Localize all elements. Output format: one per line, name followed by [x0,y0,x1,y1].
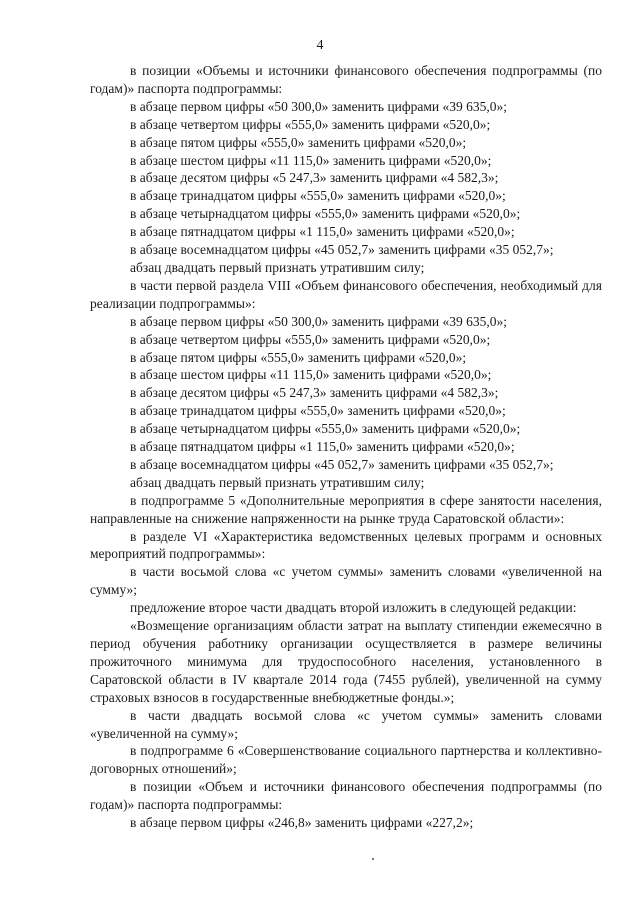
document-body [90,62,602,832]
paragraph: в абзаце восемнадцатом цифры «45 052,7» заменить цифрами «35 052,7»; [130,242,554,258]
paragraph: в позиции «Объемы и источники финансового обеспечения подпрограммы (по годам)» паспорта подпрограммы: [90,63,602,96]
paragraph: в абзаце пятнадцатом цифры «1 115,0» заменить цифрами «520,0»; [130,224,515,240]
paragraph: в абзаце восемнадцатом цифры «45 052,7» заменить цифрами «35 052,7»; [130,456,554,472]
paragraph: абзац двадцать первый признать утратившим силу; [130,474,425,490]
paragraph: в части первой раздела VIII «Объем финансового обеспечения, необходимый для реализации подпрограммы»: [90,277,602,311]
paragraph: в абзаце четырнадцатом цифры «555,0» заменить цифрами «520,0»; [130,206,521,222]
paragraph: абзац двадцать первый признать утратившим силу; [130,259,425,275]
paragraph: в абзаце четвертом цифры «555,0» заменить цифрами «520,0»; [130,331,491,347]
paragraph: в абзаце пятом цифры «555,0» заменить цифрами «520,0»; [130,134,467,150]
paragraph: в абзаце тринадцатом цифры «555,0» заменить цифрами «520,0»; [130,403,506,419]
paragraph: в абзаце десятом цифры «5 247,3» заменить цифрами «4 582,3»; [130,170,499,186]
paragraph: предложение второе части двадцать второй изложить в следующей редакции: [130,600,577,616]
paragraph: в подпрограмме 5 «Дополнительные мероприятия в сфере занятости населения, направленные на снижение напряженности на рынке труда Саратовской области»: [90,492,602,526]
paragraph: в разделе VI «Характеристика ведомственных целевых программ и основных мероприятий подпрограммы»: [90,528,602,562]
paragraph: в абзаце пятнадцатом цифры «1 115,0» заменить цифрами «520,0»; [130,439,515,455]
paragraph: в части восьмой слова «с учетом суммы» заменить словами «увеличенной на сумму»; [90,564,602,598]
paragraph: в абзаце десятом цифры «5 247,3» заменить цифрами «4 582,3»; [130,385,499,401]
paragraph: в абзаце первом цифры «50 300,0» заменить цифрами «39 635,0»; [130,313,508,329]
paragraph: в абзаце четвертом цифры «555,0» заменить цифрами «520,0»; [130,116,491,132]
paragraph: в подпрограмме 6 «Совершенствование социального партнерства и коллективно-договорных отношений»; [90,743,602,777]
page-number: 4 [316,38,324,53]
paragraph: в абзаце шестом цифры «11 115,0» заменить цифрами «520,0»; [130,367,492,383]
paragraph: в абзаце первом цифры «246,8» заменить цифрами «227,2»; [130,815,474,831]
paragraph: в позиции «Объем и источники финансового обеспечения подпрограммы (по годам)» паспорта подпрограммы: [90,779,602,813]
paragraph: в абзаце первом цифры «50 300,0» заменить цифрами «39 635,0»; [130,98,508,114]
paragraph: «Возмещение организациям области затрат на выплату стипендии ежемесячно в период обучения работнику организации осуществляется в размере величины прожиточного минимума для трудоспособного населения, установленного в Саратовской области в IV квартале 2014 года (7455 рублей), увеличенной на сумму страховых взносов в государственные внебюджетные фонды.»; [90,618,602,705]
paragraph: в абзаце тринадцатом цифры «555,0» заменить цифрами «520,0»; [130,188,506,204]
paragraph: в абзаце пятом цифры «555,0» заменить цифрами «520,0»; [130,349,467,365]
paragraph: в абзаце шестом цифры «11 115,0» заменить цифрами «520,0»; [130,152,492,168]
scan-speck [372,858,374,860]
paragraph: в части двадцать восьмой слова «с учетом суммы» заменить словами «увеличенной на сумму»; [90,707,602,741]
paragraph: в абзаце четырнадцатом цифры «555,0» заменить цифрами «520,0»; [130,421,521,437]
